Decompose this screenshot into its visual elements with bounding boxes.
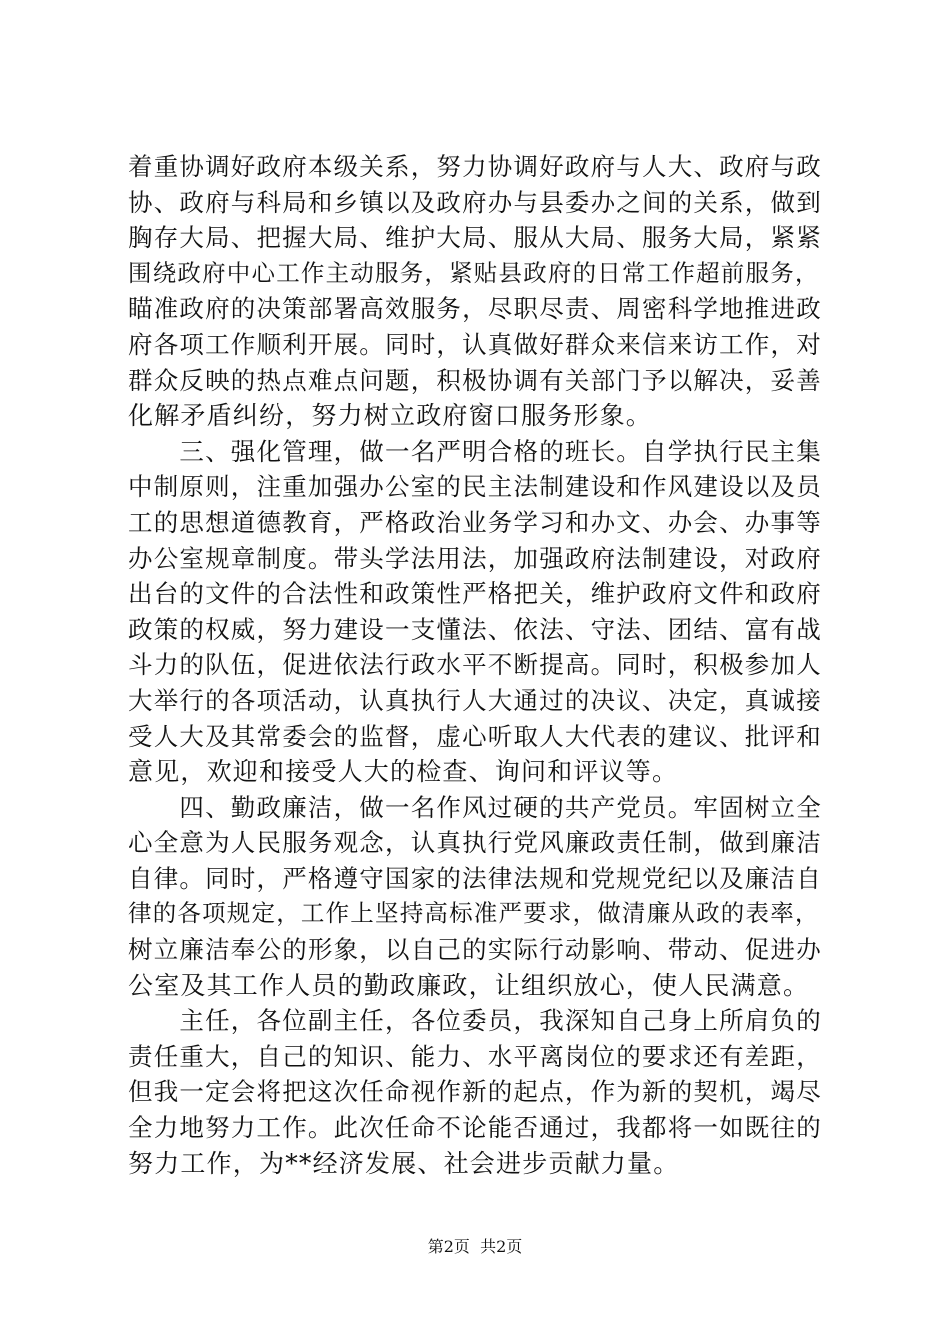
text-line: 出台的文件的合法性和政策性严格把关，维护政府文件和政府 <box>128 579 822 609</box>
text-line: 责任重大，自己的知识、能力、水平离岗位的要求还有差距， <box>128 1041 822 1071</box>
text-line: 自律。同时，严格遵守国家的法律法规和党规党纪以及廉洁自 <box>128 863 822 893</box>
text-line: 胸存大局、把握大局、维护大局、服从大局、服务大局，紧紧 <box>128 223 822 253</box>
text-line: 中制原则，注重加强办公室的民主法制建设和作风建设以及员 <box>128 472 822 502</box>
text-line: 瞄准政府的决策部署高效服务，尽职尽责、周密科学地推进政 <box>128 294 822 324</box>
text-line: 围绕政府中心工作主动服务，紧贴县政府的日常工作超前服务， <box>128 258 820 287</box>
text-line: 府各项工作顺利开展。同时，认真做好群众来信来访工作，对 <box>128 329 822 359</box>
text-line: 办公室规章制度。带头学法用法，加强政府法制建设，对政府 <box>128 543 822 573</box>
text-line: 政策的权威，努力建设一支懂法、依法、守法、团结、富有战 <box>128 614 822 644</box>
text-line: 主任，各位副主任，各位委员，我深知自己身上所肩负的 <box>128 1006 822 1036</box>
text-line: 努力工作，为**经济发展、社会进步贡献力量。 <box>128 1148 680 1178</box>
text-line: 公室及其工作人员的勤政廉政，让组织放心，使人民满意。 <box>128 970 810 1000</box>
text-line: 三、强化管理，做一名严明合格的班长。自学执行民主集 <box>128 436 822 466</box>
text-line: 但我一定会将把这次任命视作新的起点，作为新的契机，竭尽 <box>128 1077 822 1107</box>
text-line: 四、勤政廉洁，做一名作风过硬的共产党员。牢固树立全 <box>128 792 822 822</box>
text-line: 意见，欢迎和接受人大的检查、询问和评议等。 <box>128 757 679 787</box>
text-line: 律的各项规定，工作上坚持高标准严要求，做清廉从政的表率， <box>128 899 820 928</box>
text-line: 受人大及其常委会的监督，虚心听取人大代表的建议、批评和 <box>128 721 822 751</box>
body-text <box>128 149 828 1181</box>
text-line: 群众反映的热点难点问题，积极协调有关部门予以解决，妥善 <box>128 365 822 395</box>
page-footer: 第2页 共2页 <box>427 1237 523 1256</box>
text-line: 斗力的队伍，促进依法行政水平不断提高。同时，积极参加人 <box>128 650 822 680</box>
text-line: 着重协调好政府本级关系，努力协调好政府与人大、政府与政 <box>128 152 822 181</box>
text-line: 心全意为人民服务观念，认真执行党风廉政责任制，做到廉洁 <box>128 828 822 858</box>
text-line: 协、政府与科局和乡镇以及政府办与县委办之间的关系，做到 <box>128 187 822 217</box>
text-line: 大举行的各项活动，认真执行人大通过的决议、决定，真诚接 <box>128 685 822 715</box>
text-line: 工的思想道德教育，严格政治业务学习和办文、办会、办事等 <box>128 507 822 537</box>
text-line: 全力地努力工作。此次任命不论能否通过，我都将一如既往的 <box>128 1113 822 1143</box>
text-line: 化解矛盾纠纷，努力树立政府窗口服务形象。 <box>128 401 653 431</box>
text-line: 树立廉洁奉公的形象，以自己的实际行动影响、带动、促进办 <box>128 935 822 965</box>
